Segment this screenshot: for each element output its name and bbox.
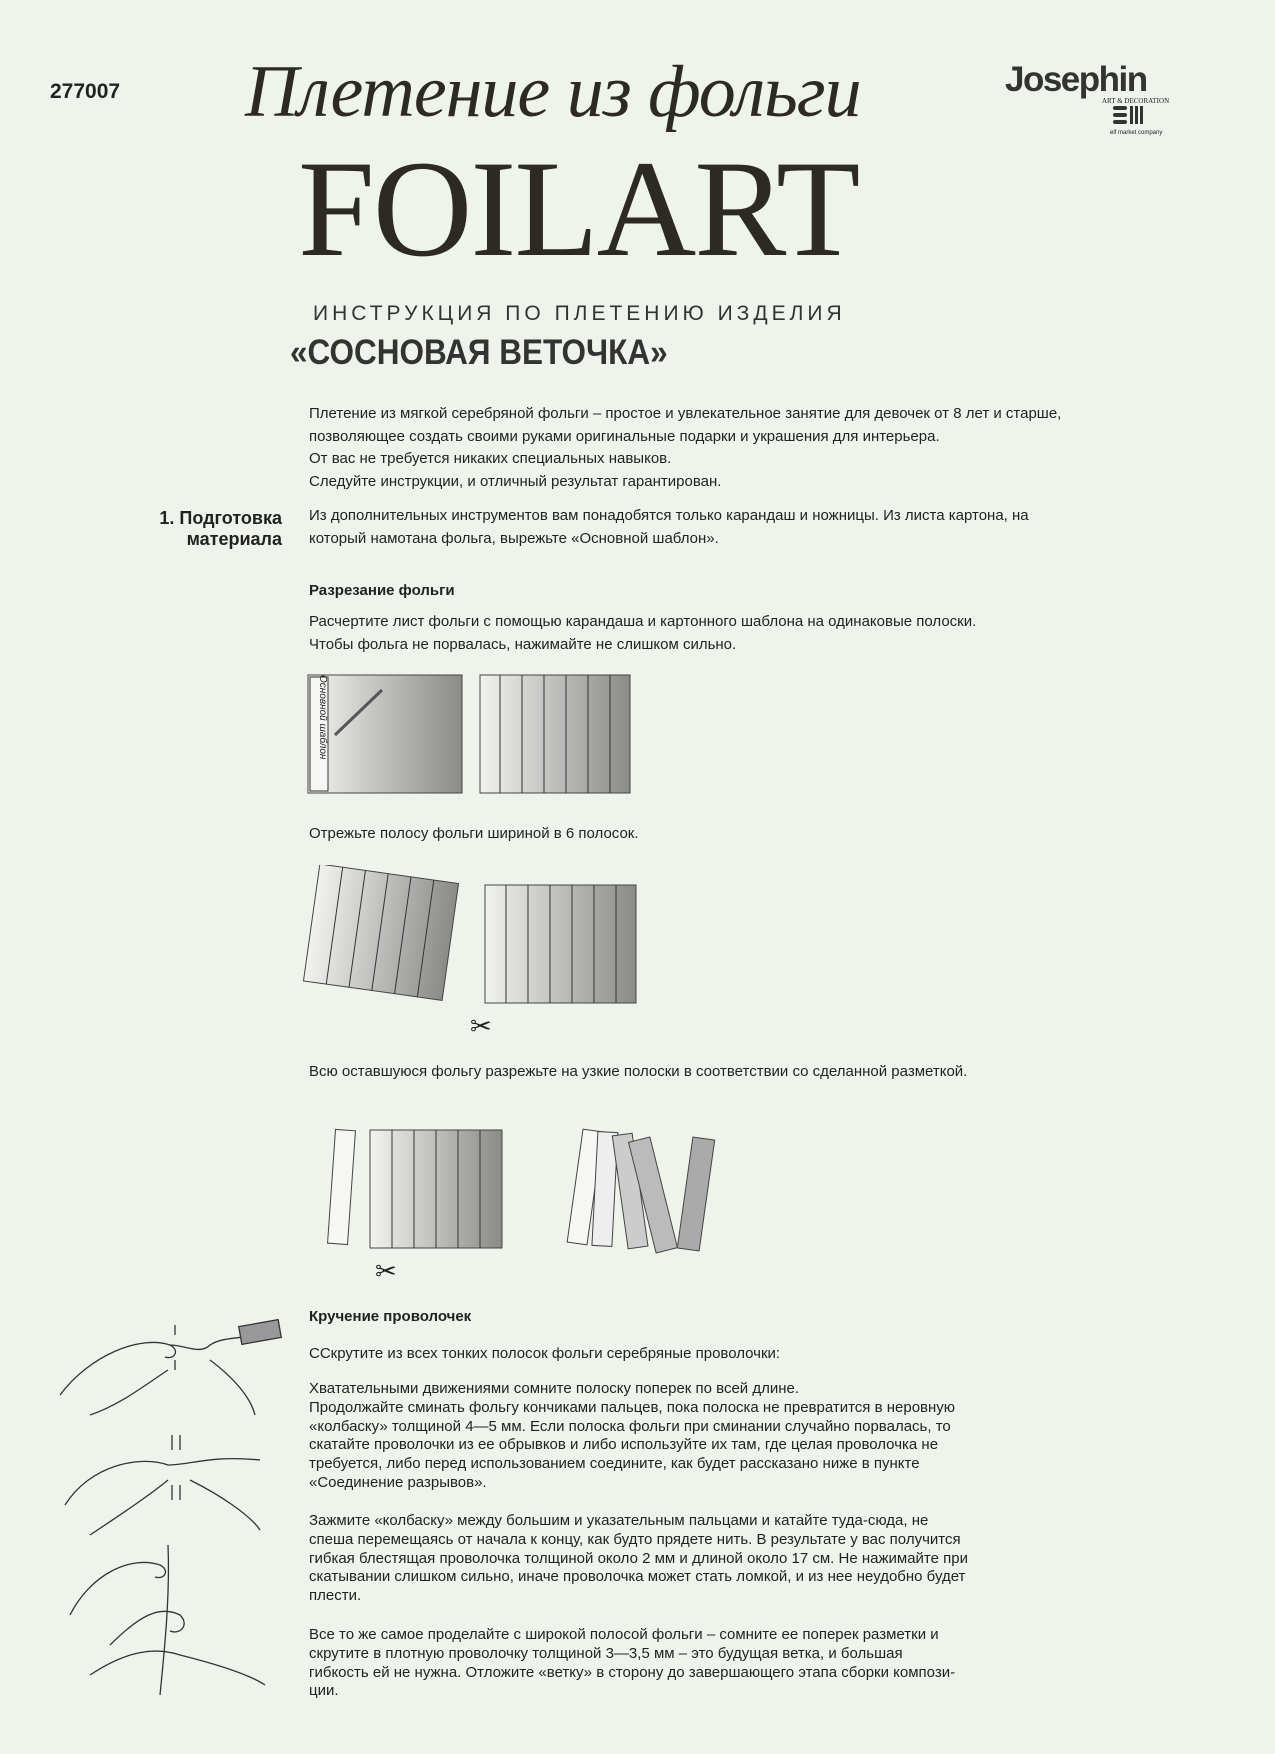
text-line: спеша перемещаясь от начала к концу, как будто прядете нить. В результате у вас получится [309, 1530, 961, 1548]
text-line: Расчертите лист фольги с помощью карандаша и картонного шаблона на одинаковые полоски. [309, 613, 977, 630]
logo-mark-icon [1113, 105, 1145, 125]
template-label: Основной шаблон [317, 675, 328, 760]
section-title-line: материала [186, 529, 282, 549]
text-line: гибкость ей не нужна. Отложите «ветку» в сторону до завершающего этапа сборки компози- [309, 1663, 956, 1681]
intro-line: Плетение из мягкой серебряной фольги – простое и увлекательное занятие для девочек от 8 лет и старше, [309, 405, 1062, 422]
scissors-icon: ✂ [470, 1011, 492, 1040]
intro-line: Следуйте инструкции, и отличный результат гарантирован. [309, 472, 722, 490]
cutting-text [309, 611, 976, 656]
text-line: Продолжайте сминать фольгу кончиками пальцев, пока полоска не превратится в неровную [309, 1398, 956, 1416]
text-line: Из дополнительных инструментов вам понадобятся только карандаш и ножницы. Из листа картона, на [309, 507, 1029, 524]
text-line: ции. [309, 1682, 339, 1700]
section-title-line: 1. Подготовка [159, 508, 282, 528]
scissors-icon: ✂ [375, 1256, 397, 1285]
section-1-title [120, 508, 282, 550]
twisting-para-1 [309, 1380, 955, 1493]
product-title: «СОСНОВАЯ ВЕТОЧКА» [290, 333, 668, 372]
text-line: Все то же самое проделайте с широкой полосой фольги – сомните ее поперек разметки и [309, 1626, 939, 1643]
text-line: скатайте проволочки из ее обрывков и либо используйте их там, где целая проволочка не [309, 1436, 939, 1454]
twisting-heading: Кручение проволочек [309, 1308, 472, 1325]
title-script: Плетение из фольги [245, 51, 861, 133]
intro-line: позволяющее создать своими руками оригинальные подарки и украшения для интерьера. [309, 427, 940, 445]
text-line: скатывании слишком сильно, иначе проволочка может стать ломкой, и из нее неудобно будет [309, 1568, 966, 1586]
twisting-para-3 [309, 1626, 955, 1701]
text-line: который намотана фольга, вырежьте «Основной шаблон». [309, 529, 719, 547]
text-line: Зажмите «колбаску» между большим и указательным пальцами и катайте туда-сюда, не [309, 1512, 929, 1529]
section-1-text [309, 505, 1029, 550]
josephin-logo [1005, 62, 1175, 136]
intro-line: От вас не требуется никаких специальных навыков. [309, 450, 672, 467]
cutting-heading: Разрезание фольги [309, 582, 455, 599]
text-line: скрутите в плотную проволочку толщиной 3—3,5 мм – это будущая ветка, и большая [309, 1644, 903, 1662]
text-line: Хватательными движениями сомните полоску поперек по всей длине. [309, 1380, 800, 1397]
step-3-text: Всю оставшуюся фольгу разрежьте на узкие полоски в соответствии со сделанной разметкой. [309, 1063, 968, 1080]
title-brand: FOILART [298, 132, 859, 285]
twisting-para-2 [309, 1512, 968, 1606]
text-line: «колбаску» толщиной 4—5 мм. Если полоска фольги при сминании случайно порвалась, то [309, 1417, 951, 1435]
subtitle: ИНСТРУКЦИЯ ПО ПЛЕТЕНИЮ ИЗДЕЛИЯ [313, 302, 846, 325]
text-line: «Соединение разрывов». [309, 1473, 487, 1491]
step-2-text: Отрежьте полосу фольги шириной в 6 полосок. [309, 825, 639, 842]
text-line: плести. [309, 1587, 362, 1605]
logo-name: Josephin [1005, 60, 1147, 99]
text-line: требуется, либо перед использованием соедините, как будет рассказано ниже в пункте [309, 1455, 920, 1473]
text-line: гибкая блестящая проволочка толщиной около 2 мм и длиной около 17 см. Не нажимайте при [309, 1549, 968, 1567]
figure-cut-six-strips [300, 865, 650, 1040]
intro [309, 403, 1061, 493]
text-line: Чтобы фольга не порвалась, нажимайте не слишком сильно. [309, 635, 737, 653]
figure-cut-narrow-strips [320, 1120, 740, 1285]
hands-illustration [50, 1315, 290, 1695]
twisting-lead: ССкрутите из всех тонких полосок фольги серебряные проволочки: [309, 1345, 781, 1362]
logo-company: elf market company [1110, 130, 1163, 136]
logo-tagline: ART & DECORATION [1102, 97, 1170, 105]
figure-marking-foil [300, 670, 640, 800]
article-code: 277007 [50, 80, 121, 103]
